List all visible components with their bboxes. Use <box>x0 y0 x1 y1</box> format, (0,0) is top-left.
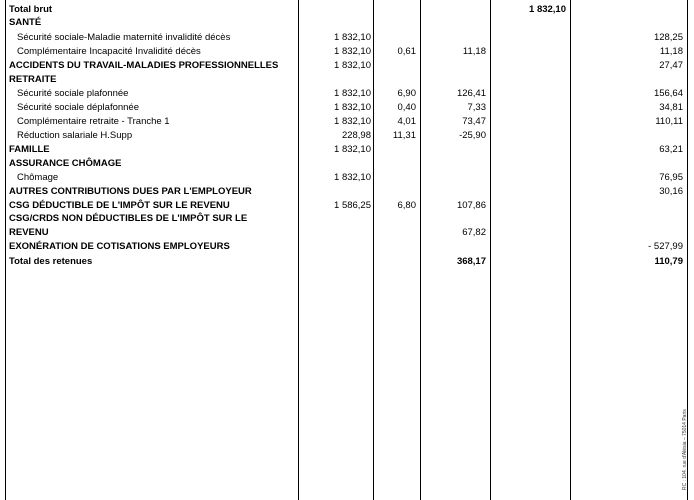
table-row <box>0 129 694 143</box>
table-row <box>0 185 694 199</box>
cell-rate: 0,61 <box>397 46 416 57</box>
cell-base: 1 832,10 <box>334 32 371 43</box>
cell-base: 1 832,10 <box>334 116 371 127</box>
row-label: Complémentaire Incapacité Invalidité décès <box>17 46 201 57</box>
cell-base: 1 832,10 <box>334 172 371 183</box>
row-label: Total brut <box>9 4 53 15</box>
cell-base: 1 832,10 <box>334 60 371 71</box>
row-label: REVENU <box>9 227 49 238</box>
row-label: AUTRES CONTRIBUTIONS DUES PAR L'EMPLOYEUR <box>9 186 252 197</box>
table-row <box>0 212 694 226</box>
row-label: Sécurité sociale-Maladie maternité invalidité décès <box>17 32 231 43</box>
cell-employer: 128,25 <box>653 32 683 43</box>
row-label: Sécurité sociale déplafonnée <box>17 102 140 113</box>
cell-base: 1 832,10 <box>334 102 371 113</box>
margin-note-text: RC : 104. rue d'Alésia – 75014 Paris <box>682 409 688 490</box>
cell-employer: 11,18 <box>659 46 683 57</box>
table-row <box>0 16 694 30</box>
cell-amount: -25,90 <box>459 130 486 141</box>
cell-employer: 76,95 <box>659 172 683 183</box>
cell-rate: 11,31 <box>392 130 416 141</box>
cell-amount: 73,47 <box>462 116 486 127</box>
table-row <box>0 73 694 87</box>
table-row <box>0 45 694 59</box>
cell-base: 228,98 <box>341 130 371 141</box>
cell-employer: 156,64 <box>653 88 683 99</box>
table-row <box>0 87 694 101</box>
table-row <box>0 59 694 73</box>
table-row <box>0 3 694 17</box>
cell-employer: 30,16 <box>659 186 683 197</box>
cell-employer: - 527,99 <box>648 241 683 252</box>
table-row <box>0 143 694 157</box>
row-label: Complémentaire retraite - Tranche 1 <box>17 116 170 127</box>
table-row <box>0 101 694 115</box>
row-label: EXONÉRATION DE COTISATIONS EMPLOYEURS <box>9 241 230 252</box>
table-row <box>0 171 694 185</box>
table-row <box>0 31 694 45</box>
table-row <box>0 115 694 129</box>
row-label: Total des retenues <box>9 256 93 267</box>
row-label: SANTÉ <box>9 17 42 28</box>
row-label: Sécurité sociale plafonnée <box>17 88 129 99</box>
margin-note <box>682 350 691 490</box>
cell-amount: 107,86 <box>456 200 486 211</box>
row-label: ACCIDENTS DU TRAVAIL-MALADIES PROFESSIONNELLES <box>9 60 279 71</box>
cell-employer: 110,79 <box>654 256 683 267</box>
row-label: CSG/CRDS NON DÉDUCTIBLES DE L'IMPÔT SUR LE <box>9 213 248 224</box>
cell-rate: 0,40 <box>397 102 416 113</box>
cell-employer: 110,11 <box>655 116 683 127</box>
row-label: Réduction salariale H.Supp <box>17 130 133 141</box>
table-row <box>0 255 694 269</box>
table-row <box>0 157 694 171</box>
table-row <box>0 240 694 254</box>
table-row <box>0 226 694 240</box>
cell-base: 1 586,25 <box>334 200 371 211</box>
cell-amount: 126,41 <box>456 88 486 99</box>
cell-employer: 63,21 <box>659 144 683 155</box>
cell-rate: 4,01 <box>397 116 416 127</box>
row-label: ASSURANCE CHÔMAGE <box>9 158 122 169</box>
cell-rate: 6,90 <box>397 88 416 99</box>
cell-amount: 67,82 <box>462 227 486 238</box>
row-label: RETRAITE <box>9 74 57 85</box>
cell-base: 1 832,10 <box>334 144 371 155</box>
cell-gain: 1 832,10 <box>529 4 566 15</box>
cell-rate: 6,80 <box>397 200 416 211</box>
cell-amount: 7,33 <box>467 102 486 113</box>
cell-base: 1 832,10 <box>334 46 371 57</box>
table-row <box>0 199 694 213</box>
cell-amount: 368,17 <box>456 256 486 267</box>
cell-amount: 11,18 <box>462 46 486 57</box>
cell-base: 1 832,10 <box>334 88 371 99</box>
row-label: FAMILLE <box>9 144 50 155</box>
row-label: CSG DÉDUCTIBLE DE L'IMPÔT SUR LE REVENU <box>9 200 230 211</box>
cell-employer: 27,47 <box>659 60 683 71</box>
cell-employer: 34,81 <box>659 102 683 113</box>
row-label: Chômage <box>17 172 59 183</box>
